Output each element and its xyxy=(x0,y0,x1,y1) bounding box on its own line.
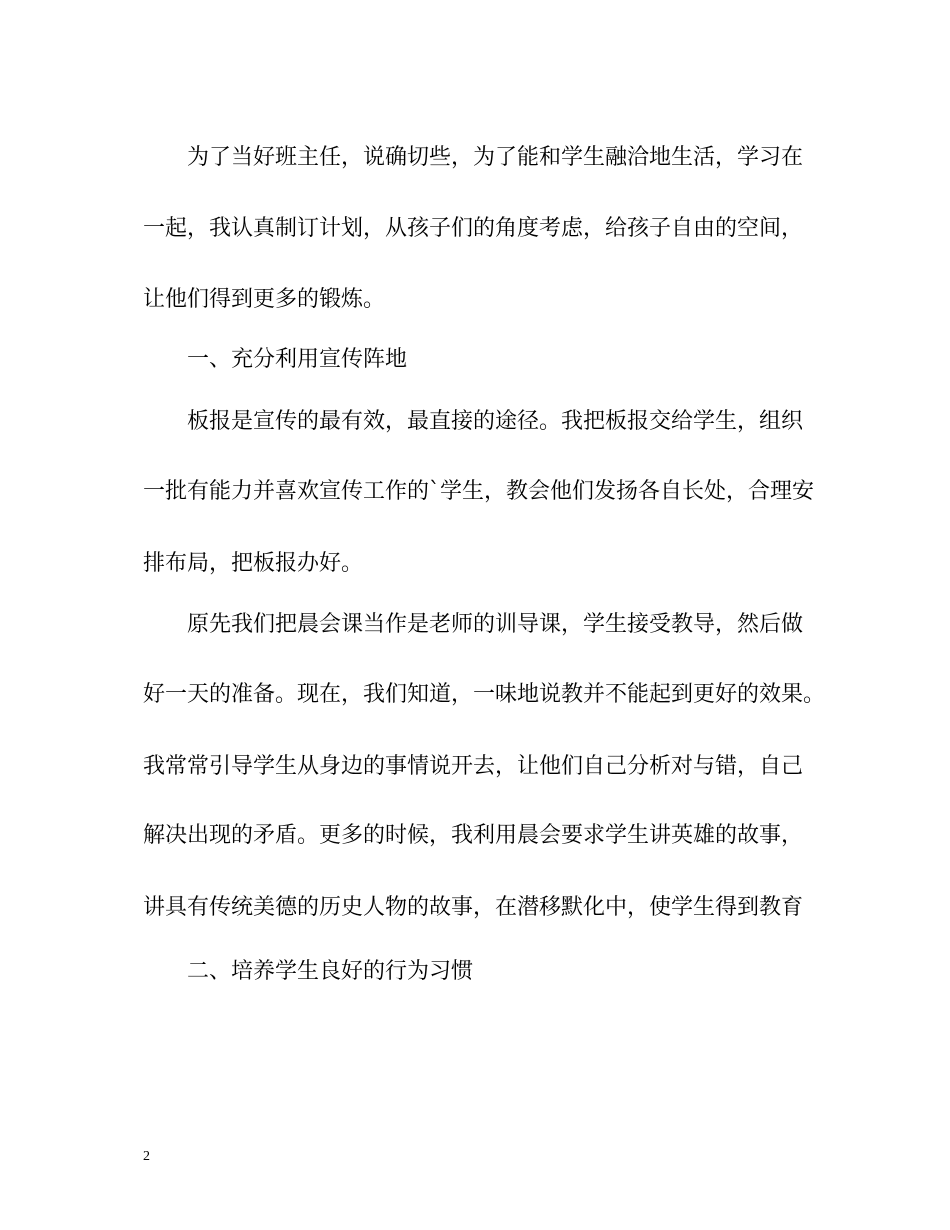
paragraph-line: 我常常引导学生从身边的事情说开去，让他们自己分析对与错，自己 xyxy=(143,754,804,779)
paragraph-line: 解决出现的矛盾。更多的时候，我利用晨会要求学生讲英雄的故事， xyxy=(143,823,804,848)
paragraph-line: 讲具有传统美德的历史人物的故事，在潜移默化中，使学生得到教育 xyxy=(143,895,804,920)
paragraph-line: 排布局，把板报办好。 xyxy=(143,551,364,576)
section-heading: 二、培养学生良好的行为习惯 xyxy=(187,959,474,984)
section-heading: 一、充分利用宣传阵地 xyxy=(187,347,408,372)
paragraph-line: 为了当好班主任，说确切些，为了能和学生融洽地生活，学习在 xyxy=(187,145,804,170)
paragraph-line: 一批有能力并喜欢宣传工作的`学生，教会他们发扬各自长处，合理安 xyxy=(143,479,815,504)
paragraph-line: 一起，我认真制订计划，从孩子们的角度考虑，给孩子自由的空间， xyxy=(143,216,804,241)
paragraph-line: 板报是宣传的最有效，最直接的途径。我把板报交给学生，组织 xyxy=(187,409,804,434)
paragraph-line: 原先我们把晨会课当作是老师的训导课，学生接受教导，然后做 xyxy=(187,612,804,637)
paragraph-line: 好一天的准备。现在，我们知道，一味地说教并不能起到更好的效果。 xyxy=(143,682,826,707)
paragraph-line: 让他们得到更多的锻炼。 xyxy=(143,287,386,312)
page-number: 2 xyxy=(143,1149,150,1164)
